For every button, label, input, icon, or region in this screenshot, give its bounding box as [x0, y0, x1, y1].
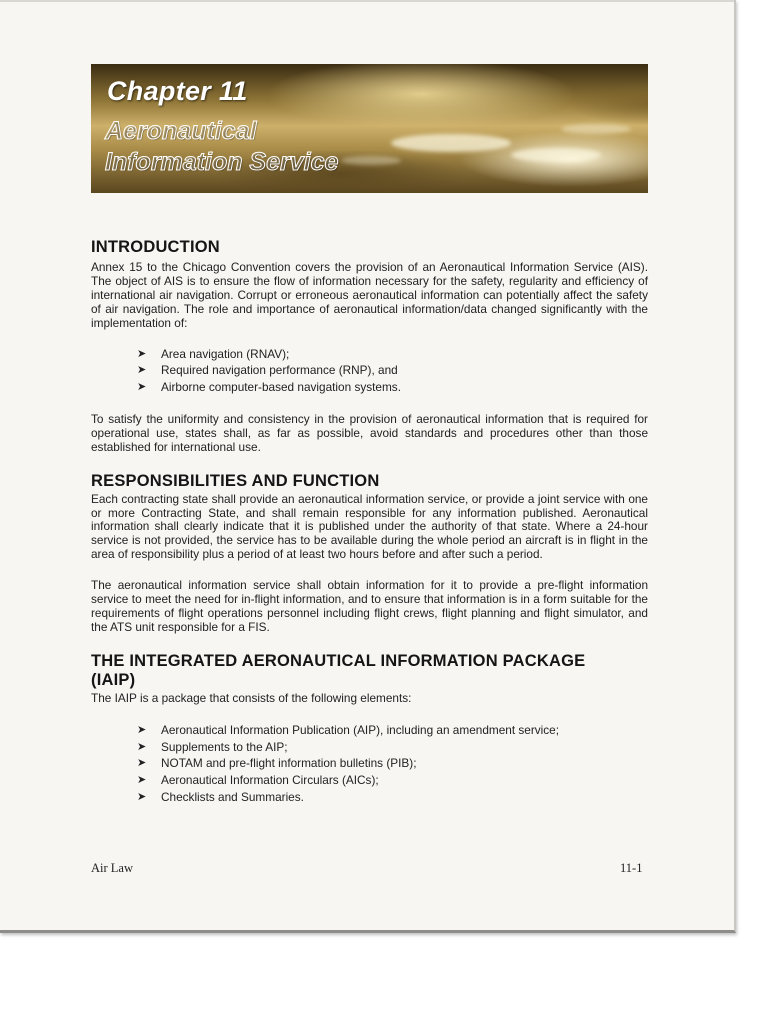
- arrowhead-bullet-icon: ➤: [137, 723, 147, 736]
- iaip-heading: [91, 652, 648, 690]
- chapter-number: Chapter 11: [107, 76, 248, 106]
- arrowhead-bullet-icon: ➤: [137, 347, 147, 360]
- iaip-paragraph-1: The IAIP is a package that consists of the following elements:: [91, 690, 412, 705]
- list-item: ➤ Airborne computer-based navigation systems.: [137, 380, 401, 395]
- list-item: ➤ Supplements to the AIP;: [137, 739, 288, 754]
- chapter-title-line-1: Aeronautical: [105, 117, 257, 145]
- page-top-edge: [0, 0, 734, 2]
- list-item: ➤ Required navigation performance (RNP), and: [137, 363, 398, 378]
- arrowhead-bullet-icon: ➤: [137, 790, 147, 803]
- iaip-heading-line-2: (IAIP): [91, 670, 136, 689]
- arrowhead-bullet-icon: ➤: [137, 364, 147, 377]
- responsibilities-heading: RESPONSIBILITIES AND FUNCTION: [91, 471, 380, 490]
- banner-cloud-decoration: [511, 148, 601, 162]
- list-item: ➤ NOTAM and pre-flight information bulletins (PIB);: [137, 756, 417, 771]
- banner-cloud-decoration: [341, 156, 401, 165]
- banner-cloud-decoration: [561, 124, 631, 134]
- list-item: ➤ Aeronautical Information Publication (AIP), including an amendment service;: [137, 722, 560, 737]
- responsibilities-paragraph-2: The aeronautical information service shall obtain information for it to provide a pre-flight information service to meet the need for in-flight information, and to ensure that information is in a form suitable for the requirements of flight operations personnel including flight crews, flight planning and flight simulator, and the ATS unit responsible for a FIS.: [91, 578, 648, 634]
- arrowhead-bullet-icon: ➤: [137, 381, 147, 394]
- chapter-title: [105, 116, 338, 178]
- introduction-bullet-list: [137, 346, 648, 396]
- iaip-bullet-list: [137, 722, 648, 806]
- banner-cloud-decoration: [391, 134, 511, 152]
- chapter-title-line-2: Information Service: [105, 148, 339, 176]
- list-item: ➤ Area navigation (RNAV);: [137, 346, 290, 361]
- arrowhead-bullet-icon: ➤: [137, 740, 147, 753]
- footer-book-title: Air Law: [91, 861, 133, 875]
- introduction-heading: INTRODUCTION: [91, 238, 220, 256]
- list-item: ➤ Aeronautical Information Circulars (AICs);: [137, 773, 379, 788]
- chapter-banner: [91, 64, 648, 193]
- introduction-paragraph-2: To satisfy the uniformity and consistency in the provision of aeronautical information that is required for operational use, states shall, as far as possible, avoid standards and procedures other than those established for international use.: [91, 411, 648, 454]
- page-content: [91, 238, 648, 806]
- arrowhead-bullet-icon: ➤: [137, 774, 147, 787]
- arrowhead-bullet-icon: ➤: [137, 757, 147, 770]
- footer-page-number: 11-1: [620, 861, 643, 875]
- responsibilities-paragraph-1: Each contracting state shall provide an aeronautical information service, or provide a joint service with one or more Contracting State, and shall remain responsible for any information published. Aeronautical information shall clearly indicate that it is published under the authority of that state. Where a 24-hour service is not provided, the service has to be available during the whole period an aircraft is in flight in the area of responsibility plus a period of at least two hours before and after such a period.: [91, 491, 648, 562]
- introduction-paragraph-1: Annex 15 to the Chicago Convention covers the provision of an Aeronautical Information Service (AIS). The object of AIS is to ensure the flow of information necessary for the safety, regularity and efficiency of international air navigation. Corrupt or erroneous aeronautical information can potentially affect the safety of air navigation. The role and importance of aeronautical information/data changed significantly with the implementation of:: [91, 260, 648, 330]
- list-item: ➤ Checklists and Summaries.: [137, 789, 304, 804]
- iaip-heading-line-1: THE INTEGRATED AERONAUTICAL INFORMATION PACKAGE: [91, 651, 586, 670]
